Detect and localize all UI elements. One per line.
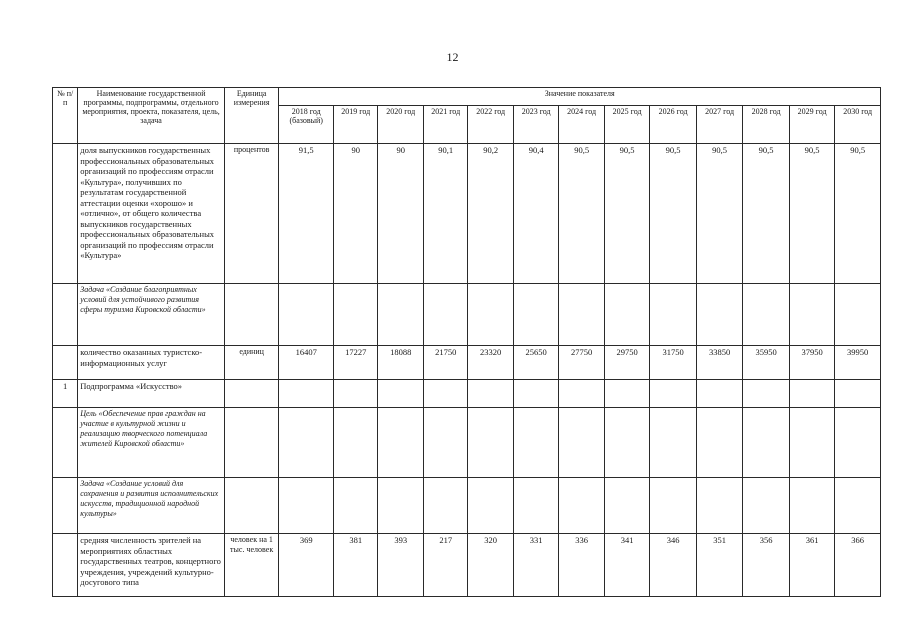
header-year: 2021 год — [423, 106, 467, 144]
value-cell — [696, 478, 743, 534]
value-cell — [513, 408, 558, 478]
value-cell: 90,5 — [559, 144, 604, 284]
header-year: 2020 год — [378, 106, 423, 144]
value-cell — [696, 284, 743, 346]
row-name: количество оказанных туристско-информационных услуг — [78, 346, 225, 380]
value-cell: 393 — [378, 534, 423, 597]
table-row — [53, 478, 881, 534]
value-cell — [743, 408, 790, 478]
row-number — [53, 346, 78, 380]
value-cell — [835, 284, 881, 346]
value-cell — [423, 380, 467, 408]
value-cell — [650, 408, 697, 478]
page-number: 12 — [446, 50, 459, 64]
value-cell: 361 — [789, 534, 834, 597]
value-cell — [334, 380, 378, 408]
header-values: Значение показателя — [279, 88, 881, 106]
value-cell: 90,4 — [513, 144, 558, 284]
value-cell: 31750 — [650, 346, 697, 380]
row-unit: процентов — [224, 144, 279, 284]
value-cell — [334, 284, 378, 346]
row-name: Подпрограмма «Искусство» — [78, 380, 225, 408]
value-cell — [378, 408, 423, 478]
value-cell — [743, 478, 790, 534]
row-name: Задача «Создание условий для сохранения и развития исполнительских искусств, традиционной народной культуры» — [78, 478, 225, 534]
value-cell: 331 — [513, 534, 558, 597]
value-cell: 90 — [334, 144, 378, 284]
value-cell — [334, 478, 378, 534]
value-cell — [559, 284, 604, 346]
value-cell: 25650 — [513, 346, 558, 380]
value-cell — [513, 284, 558, 346]
value-cell: 18088 — [378, 346, 423, 380]
value-cell: 381 — [334, 534, 378, 597]
header-year: 2019 год — [334, 106, 378, 144]
value-cell — [423, 284, 467, 346]
value-cell — [650, 380, 697, 408]
header-year: 2023 год — [513, 106, 558, 144]
value-cell — [279, 408, 334, 478]
header-year: 2018 год (базовый) — [279, 106, 334, 144]
value-cell: 356 — [743, 534, 790, 597]
value-cell: 90,5 — [696, 144, 743, 284]
value-cell: 37950 — [789, 346, 834, 380]
row-name: Задача «Создание благоприятных условий для устойчивого развития сферы туризма Кировской области» — [78, 284, 225, 346]
value-cell — [468, 408, 513, 478]
table-row — [53, 346, 881, 380]
value-cell: 39950 — [835, 346, 881, 380]
value-cell: 90,2 — [468, 144, 513, 284]
row-unit: человек на 1 тыс. человек — [224, 534, 279, 597]
table-row — [53, 380, 881, 408]
header-year: 2029 год — [789, 106, 834, 144]
value-cell — [559, 408, 604, 478]
value-cell — [835, 478, 881, 534]
value-cell: 90,5 — [743, 144, 790, 284]
value-cell — [468, 284, 513, 346]
value-cell: 320 — [468, 534, 513, 597]
row-name: средняя численность зрителей на мероприятиях областных государственных театров, концертного учреждения, учреждений культурно-досугового типа — [78, 534, 225, 597]
header-year: 2026 год — [650, 106, 697, 144]
row-unit — [224, 284, 279, 346]
value-cell — [513, 478, 558, 534]
row-number — [53, 144, 78, 284]
value-cell: 336 — [559, 534, 604, 597]
value-cell: 21750 — [423, 346, 467, 380]
value-cell: 17227 — [334, 346, 378, 380]
header-no: № п/п — [53, 88, 78, 144]
value-cell — [604, 408, 649, 478]
value-cell — [423, 478, 467, 534]
value-cell: 346 — [650, 534, 697, 597]
table-row — [53, 534, 881, 597]
value-cell: 90,1 — [423, 144, 467, 284]
value-cell — [789, 284, 834, 346]
value-cell — [789, 380, 834, 408]
header-name: Наименование государственной программы, подпрограммы, отдельного мероприятия, проекта, показателя, цель, задача — [78, 88, 225, 144]
value-cell — [604, 380, 649, 408]
value-cell — [696, 408, 743, 478]
header-year: 2027 год — [696, 106, 743, 144]
value-cell: 369 — [279, 534, 334, 597]
value-cell — [468, 478, 513, 534]
value-cell — [789, 408, 834, 478]
value-cell: 16407 — [279, 346, 334, 380]
row-unit — [224, 408, 279, 478]
header-year: 2028 год — [743, 106, 790, 144]
value-cell — [743, 380, 790, 408]
row-unit: единиц — [224, 346, 279, 380]
row-number — [53, 534, 78, 597]
table-row — [53, 284, 881, 346]
row-number — [53, 478, 78, 534]
value-cell — [604, 284, 649, 346]
value-cell: 341 — [604, 534, 649, 597]
value-cell: 35950 — [743, 346, 790, 380]
value-cell — [378, 284, 423, 346]
header-year: 2024 год — [559, 106, 604, 144]
value-cell — [279, 284, 334, 346]
row-number: 1 — [53, 380, 78, 408]
value-cell — [279, 478, 334, 534]
value-cell: 90,5 — [650, 144, 697, 284]
value-cell — [604, 478, 649, 534]
value-cell: 29750 — [604, 346, 649, 380]
value-cell: 217 — [423, 534, 467, 597]
value-cell — [334, 408, 378, 478]
header-year: 2022 год — [468, 106, 513, 144]
table-row — [53, 408, 881, 478]
table-row — [53, 144, 881, 284]
value-cell — [559, 478, 604, 534]
value-cell: 90,5 — [835, 144, 881, 284]
value-cell: 366 — [835, 534, 881, 597]
row-unit — [224, 478, 279, 534]
value-cell: 91,5 — [279, 144, 334, 284]
value-cell: 90,5 — [789, 144, 834, 284]
value-cell — [378, 478, 423, 534]
value-cell — [696, 380, 743, 408]
row-number — [53, 284, 78, 346]
value-cell — [279, 380, 334, 408]
row-unit — [224, 380, 279, 408]
value-cell — [650, 284, 697, 346]
indicator-table — [52, 87, 881, 597]
value-cell: 27750 — [559, 346, 604, 380]
value-cell — [513, 380, 558, 408]
value-cell: 23320 — [468, 346, 513, 380]
row-number — [53, 408, 78, 478]
value-cell — [835, 380, 881, 408]
value-cell — [468, 380, 513, 408]
value-cell — [559, 380, 604, 408]
header-year: 2025 год — [604, 106, 649, 144]
value-cell: 90 — [378, 144, 423, 284]
value-cell — [835, 408, 881, 478]
value-cell — [789, 478, 834, 534]
value-cell: 33850 — [696, 346, 743, 380]
value-cell — [423, 408, 467, 478]
header-year: 2030 год — [835, 106, 881, 144]
value-cell — [743, 284, 790, 346]
value-cell: 90,5 — [604, 144, 649, 284]
header-unit: Единица измерения — [224, 88, 279, 144]
row-name: доля выпускников государственных профессиональных образовательных организаций по профессиям отрасли «Культура», получивших по результатам государственной аттестации оценки «хорошо» и «отлично», от общего количества выпускников государственных профессиональных образовательных организаций по профессиям отрасли «Культура» — [78, 144, 225, 284]
value-cell — [378, 380, 423, 408]
value-cell: 351 — [696, 534, 743, 597]
value-cell — [650, 478, 697, 534]
row-name: Цель «Обеспечение прав граждан на участие в культурной жизни и реализацию творческого потенциала жителей Кировской области» — [78, 408, 225, 478]
